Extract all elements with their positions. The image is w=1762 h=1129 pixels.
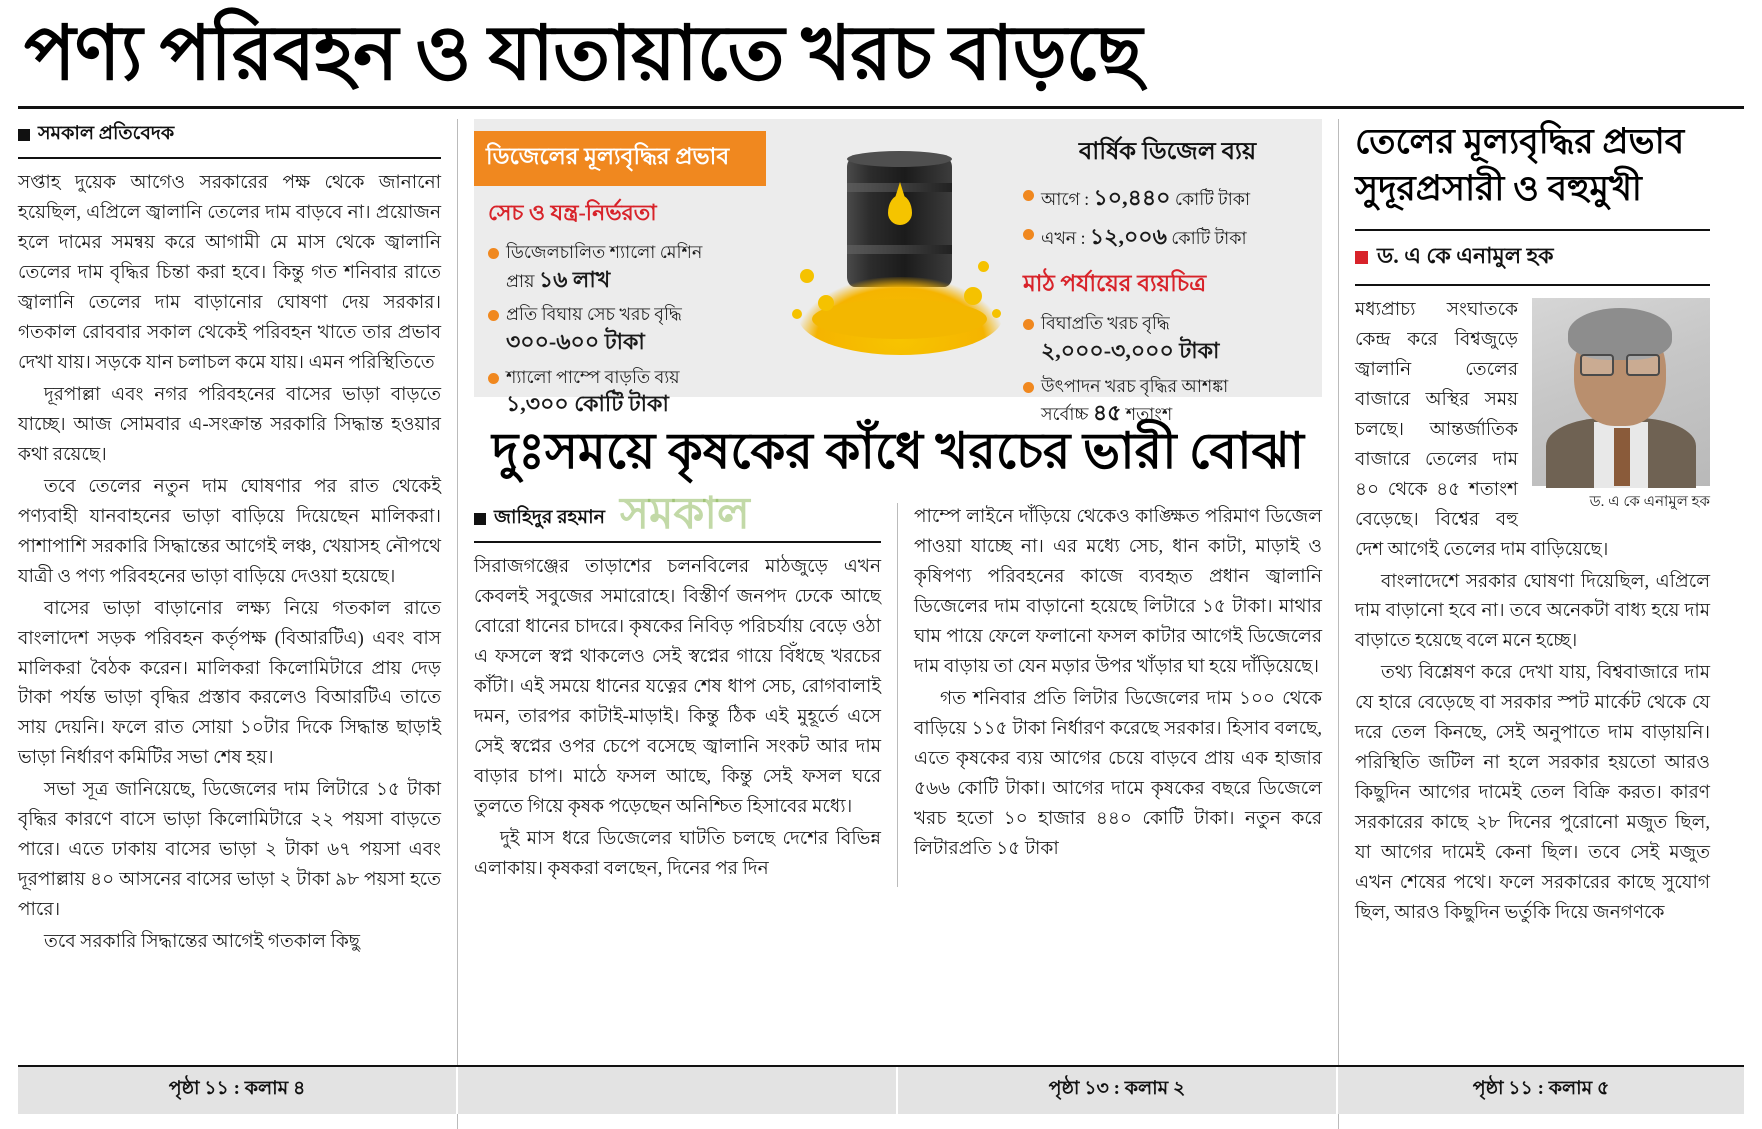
bullet-value: ১০,৪৪০ (1093, 185, 1171, 210)
infographic-bullet (1023, 183, 1312, 213)
infographic-right-title: বার্ষিক ডিজেল ব্যয় (1078, 139, 1257, 165)
paragraph: গত শনিবার প্রতি লিটার ডিজেলের দাম ১০০ থেকে বাড়িয়ে ১১৫ টাকা নির্ধারণ করেছে সরকার। হিসাব বলছে, এতে কৃষকের ব্যয় আগের চেয়ে বাড়বে প্রায় এক হাজার ৫৬৬ কোটি টাকা। আগের দামে কৃষকের বছরে ডিজেলে খরচ হতো ১০ হাজার ৪৪০ কোটি টাকা। নতুন করে লিটারপ্রতি ১৫ টাকা (914, 688, 1322, 859)
feature-columns (474, 503, 1322, 887)
barrel-top (847, 151, 952, 167)
bullet-line: শ্যালো পাম্পে বাড়তি ব্যয় (506, 366, 680, 387)
paragraph: সিরাজগঞ্জের তাড়াশের চলনবিলের মাঠজুড়ে এখন কেবলই সবুজের সমারোহে। বিস্তীর্ণ জনপদ ঢেকে আছে বোরো ধানের চাদরে। কৃষকের নিবিড় পরিচর্যায় বেড়ে ওঠা এ ফসলে স্বপ্ন থাকলেও সেই স্বপ্নের গায়ে বিঁধছে খরচের কাঁটা। এই সময়ে ধানের যত্নের শেষ ধাপ সেচ, রোগবালাই দমন, তারপর কাটাই-মাড়াই। কিন্তু ঠিক এই মুহূর্তে এসে সেই স্বপ্নের ওপর চেপে বসেছে জ্বালানি সংকট আর দাম বাড়ার চাপ। মাঠে ফসল আছে, কিন্তু সেই ফসল ঘরে তুলতে গিয়ে কৃষক পড়েছেন অনিশ্চিত হিসাবের মধ্যে। (474, 557, 881, 817)
paragraph: বাংলাদেশে সরকার ঘোষণা দিয়েছিল, এপ্রিলে দাম বাড়ানো হবে না। তবে অনেকটা বাধ্য হয়ে দাম বাড়াতে হয়েছে বলে মনে হচ্ছে। (1355, 571, 1710, 652)
infographic-bullet (488, 303, 752, 356)
paragraph: তথ্য বিশ্লেষণ করে দেখা যায়, বিশ্ববাজারে দাম যে হারে বেড়েছে বা সরকার স্পট মার্কেট থেকে যে দরে তেল কিনছে, সেই অনুপাতে দাম বাড়ায়নি। পরিস্থিতি জটিল না হলে সরকার হয়তো আরও কিছুদিন আগের দামেই তেল বিক্রি করত। কারণ সরকারের কাছে ২৮ দিনের পুরোনো মজুত ছিল, যা আগের দামেই কেনা ছিল। তবে সেই মজুত এখন শেষের পথে। ফলে সরকারের কাছে সুযোগ ছিল, আরও কিছুদিন ভর্তুকি দিয়ে জনগণকে (1355, 663, 1710, 924)
infographic-bullet (1023, 312, 1312, 365)
feature-column-left (474, 503, 898, 887)
bullet-label: এখন : (1041, 227, 1090, 248)
bullet-square-icon (1355, 251, 1368, 264)
bullet-value: ১২,০০৬ (1089, 223, 1167, 249)
paragraph: তবে তেলের নতুন দাম ঘোষণার পর রাত থেকেই পণ্যবাহী যানবাহনের ভাড়া বাড়িয়ে দিয়েছেন মালিকরা। পাশাপাশি সরকারি সিদ্ধান্তের আগেই লঞ্চ, খেয়াসহ নৌপথে যাত্রী ও পণ্য পরিবহনের ভাড়া বাড়িয়ে দেওয়া হয়েছে। (18, 476, 441, 587)
byline-divider (474, 541, 881, 543)
infographic-right (1019, 119, 1322, 426)
bullet-square-icon (18, 129, 30, 141)
jump-line-1: পৃষ্ঠা ১১ : কলাম ৪ (18, 1067, 458, 1114)
splash-dot (800, 269, 814, 283)
oil-barrel-icon (792, 149, 1007, 399)
infographic-bullet (1023, 222, 1312, 252)
column-lead-story (18, 119, 458, 1129)
footer-jump-lines (18, 1065, 1744, 1114)
dot-icon (1023, 229, 1034, 240)
infographic-illustration (764, 119, 1019, 397)
bullet-unit: লাখ (567, 266, 611, 292)
splash-dot (978, 261, 989, 272)
bullet-line: প্রায় (506, 270, 539, 291)
paragraph: সপ্তাহ দুয়েক আগেও সরকারের পক্ষ থেকে জানানো হয়েছিল, এপ্রিলে জ্বালানি তেলের দাম বাড়বে না। প্রয়োজন হলে দামের সমন্বয় করে আগামী মে মাস থেকে জ্বালানি তেলের দাম বৃদ্ধির চিন্তা করা হবে। কিন্তু গত শনিবার রাতে জ্বালানি তেলের দাম বাড়ানোর ঘোষণা দেয় সরকার। গতকাল রোববার সকাল থেকেই পরিবহন খাতে তার প্রভাব দেখা যায়। সড়কে যান চলাচল কমে যায়। এমন পরিস্থিতিতে (18, 173, 441, 373)
paragraph: তবে সরকারি সিদ্ধান্তের আগেই গতকাল কিছু (44, 932, 361, 953)
splash-dot (818, 295, 834, 311)
watermark: সমকাল (620, 489, 750, 538)
bullet-label: আগে : (1041, 189, 1094, 209)
bullet-unit: কোটি টাকা (1166, 227, 1247, 248)
paragraph: সভা সূত্র জানিয়েছে, ডিজেলের দাম লিটারে ১৫ টাকা বৃদ্ধির কারণে বাসে ভাড়া কিলোমিটারে ২২ পয়সা বাড়তে পারে। এতে ঢাকায় বাসের ভাড়া ২ টাকা ৬৭ পয়সা এবং দূরপাল্লায় ৪০ আসনের বাসের ভাড়া ২ টাকা ৯৮ পয়সা হতে পারে। (18, 780, 441, 921)
bullet-line: ডিজেলচালিত শ্যালো মেশিন (506, 242, 703, 262)
byline-feature (474, 503, 881, 541)
opinion-divider-2 (1355, 284, 1710, 286)
paragraph: বাসের ভাড়া বাড়ানোর লক্ষ্য নিয়ে গতকাল রাতে বাংলাদেশ সড়ক পরিবহন কর্তৃপক্ষ (বিআরটিএ) এবং বাস মালিকরা বৈঠক করেন। মালিকরা কিলোমিটারে প্রায় দেড় টাকা পর্যন্ত ভাড়া বৃদ্ধির প্রস্তাব করলেও বিআরটিএ তাতে সায় দেয়নি। ফলে রাত সোয়া ১০টার দিকে সিদ্ধান্ত ছাড়াই ভাড়া নির্ধারণ কমিটির সভা শেষ হয়। (18, 598, 441, 769)
dot-icon (488, 373, 499, 384)
infographic-bullet (488, 366, 752, 419)
paragraph: দুই মাস ধরে ডিজেলের ঘাটতি চলছে দেশের বিভিন্ন এলাকায়। কৃষকরা বলছেন, দিনের পর দিন (474, 828, 881, 879)
opinion-divider (1355, 229, 1710, 231)
lead-story-body (18, 169, 441, 958)
infographic-panel (474, 119, 1322, 426)
oil-pool (812, 299, 987, 339)
secondary-headline: দুঃসময়ে কৃষকের কাঁধে খরচের ভারী বোঝা (492, 423, 1304, 479)
splash-dot (992, 309, 1001, 318)
jump-line-2: পৃষ্ঠা ১৩ : কলাম ২ (898, 1067, 1338, 1114)
bullet-unit: টাকা (599, 328, 645, 354)
bullet-value: ৩০০-৬০০ (506, 328, 600, 354)
portrait-tie (1614, 428, 1630, 486)
dot-icon (1023, 382, 1034, 393)
dot-icon (488, 248, 499, 259)
page-title: পণ্য পরিবহন ও যাতায়াতে খরচ বাড়ছে (24, 12, 1142, 96)
bullet-unit: শতাংশ (1121, 404, 1173, 425)
bullet-line: প্রতি বিঘায় সেচ খরচ বৃদ্ধি (506, 304, 682, 325)
dot-icon (488, 310, 499, 321)
column-opinion (1338, 119, 1710, 1129)
bullet-square-icon (474, 513, 486, 525)
bullet-unit: টাকা (1173, 338, 1220, 363)
bullet-line: বিঘাপ্রতি খরচ বৃদ্ধি (1041, 313, 1170, 334)
infographic-left (474, 119, 764, 417)
bullet-unit: কোটি টাকা (568, 391, 669, 417)
dot-icon (1023, 190, 1034, 201)
infographic-left-subtitle: সেচ ও যন্ত্র-নির্ভরতা (488, 200, 657, 225)
bullet-label: সর্বোচ্চ (1041, 404, 1093, 425)
bullet-value: ২,০০০-৩,০০০ (1041, 338, 1174, 363)
infographic-bullet (488, 241, 752, 294)
infographic-bullet (1023, 375, 1312, 428)
column-center (458, 119, 1338, 1129)
bullet-value: ১,৩০০ (506, 391, 569, 417)
infographic-right-subtitle: মাঠ পর্যায়ের ব্যয়চিত্র (1023, 271, 1207, 297)
infographic-title: ডিজেলের মূল্যবৃদ্ধির প্রভাব (474, 131, 766, 186)
opinion-author (1355, 239, 1710, 284)
byline-label: সমকাল প্রতিবেদক (38, 123, 175, 144)
glasses-icon (1580, 354, 1660, 372)
photo-caption: ড. এ কে এনামুল হক (1589, 493, 1710, 510)
paragraph: পাম্পে লাইনে দাঁড়িয়ে থেকেও কাঙ্ক্ষিত পরিমাণ ডিজেল পাওয়া যাচ্ছে না। এর মধ্যে সেচ, ধান কাটা, মাড়াই ও কৃষিপণ্য পরিবহনের কাজে ব্যবহৃত প্রধান জ্বালানি ডিজেলের দাম বাড়ানো হয়েছে লিটারে ১৫ টাকা। মাথার ঘাম পায়ে ফেলে ফলানো ফসল কাটার আগেই ডিজেলের দাম বাড়ায় তা যেন মড়ার উপর খাঁড়ার ঘা হয়ে দাঁড়িয়েছে। (914, 507, 1322, 677)
feature-body-right (914, 503, 1322, 865)
splash-dot (964, 287, 982, 305)
feature-body-left (474, 553, 881, 885)
bullet-value: ১৬ (538, 266, 568, 292)
portrait-hair (1568, 308, 1672, 360)
bullet-unit: কোটি টাকা (1170, 189, 1251, 209)
avatar (1532, 298, 1710, 486)
paragraph: দূরপাল্লা এবং নগর পরিবহনের বাসের ভাড়া বাড়তে যাচ্ছে। আজ সোমবার এ-সংক্রান্ত সরকারি সিদ্ধান্ত হওয়ার কথা রয়েছে। (18, 384, 441, 465)
splash-dot (792, 309, 802, 319)
byline-divider (18, 157, 441, 159)
bullet-value: ৪৫ (1092, 400, 1122, 426)
opinion-title: তেলের মূল্যবৃদ্ধির প্রভাব সুদূরপ্রসারী ও বহুমুখী (1355, 122, 1685, 208)
author-photo-block (1532, 298, 1710, 515)
jump-line-3: পৃষ্ঠা ১১ : কলাম ৫ (1338, 1067, 1744, 1114)
opinion-author-label: ড. এ কে এনামুল হক (1377, 242, 1554, 268)
jump-line-spacer (458, 1067, 898, 1114)
byline-label: জাহিদুর রহমান (494, 507, 605, 528)
dot-icon (1023, 319, 1034, 330)
oil-drop-icon (888, 195, 912, 225)
content-grid (0, 109, 1762, 1129)
feature-column-right (898, 503, 1322, 887)
bullet-line: উৎপাদন খরচ বৃদ্ধির আশঙ্কা (1041, 375, 1229, 396)
paragraph: মধ্যপ্রাচ্য সংঘাতকে কেন্দ্র করে বিশ্বজুড়ে জ্বালানি তেলের বাজারে অস্থির সময় চলছে। আন্তর্জাতিক বাজারে তেলের দাম ৪০ থেকে ৪৫ শতাংশ বেড়েছে। বিশ্বের বহু দেশ আগেই তেলের দাম বাড়িয়েছে। (1355, 299, 1609, 560)
byline-lead (18, 119, 441, 157)
